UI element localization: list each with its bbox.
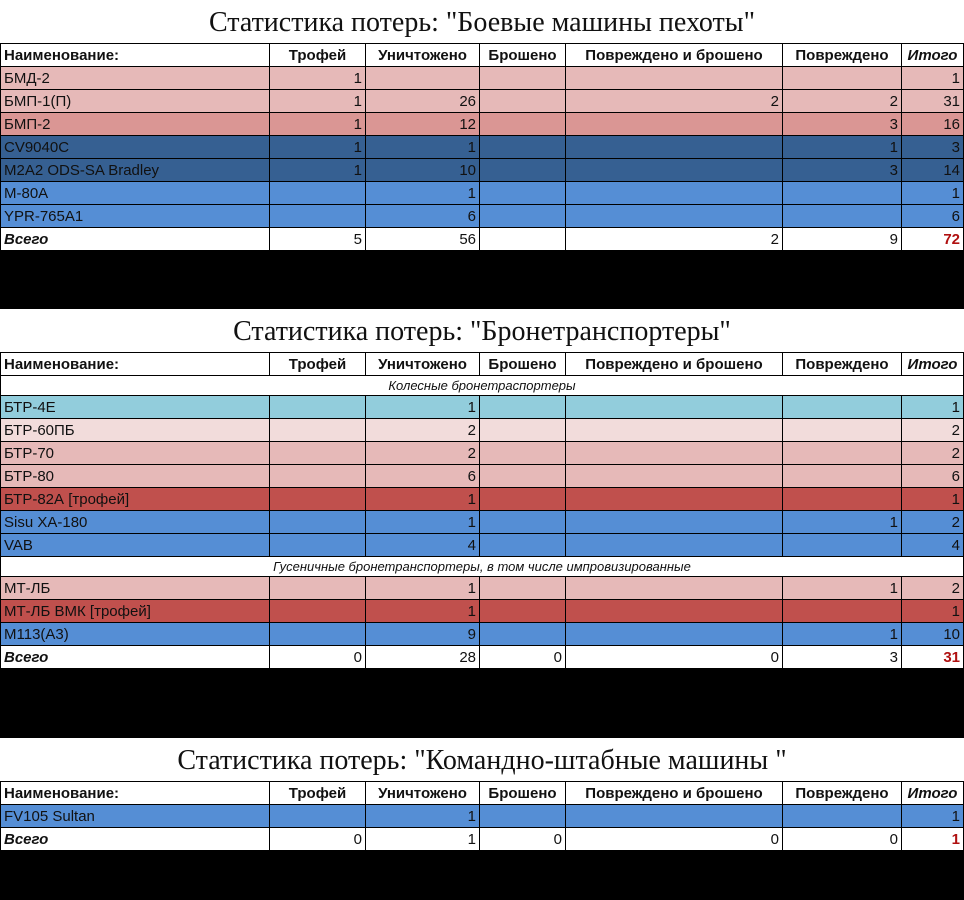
cell-damaged-abandoned bbox=[566, 113, 783, 136]
cell-total: 2 bbox=[902, 511, 964, 534]
cell-destroyed: 1 bbox=[366, 396, 480, 419]
column-header-abandoned: Брошено bbox=[480, 353, 566, 376]
cell-trophy bbox=[270, 396, 366, 419]
cell-damaged-abandoned: 0 bbox=[566, 828, 783, 851]
cell-abandoned bbox=[480, 511, 566, 534]
cell-name: БТР-60ПБ bbox=[1, 419, 270, 442]
cell-damaged-abandoned bbox=[566, 182, 783, 205]
cell-total: 72 bbox=[902, 228, 964, 251]
cell-total: 2 bbox=[902, 577, 964, 600]
column-header-trophy: Трофей bbox=[270, 353, 366, 376]
column-header-destroyed: Уничтожено bbox=[366, 44, 480, 67]
cell-damaged: 1 bbox=[783, 511, 902, 534]
cell-name: БТР-70 bbox=[1, 442, 270, 465]
cell-trophy bbox=[270, 488, 366, 511]
column-header-trophy: Трофей bbox=[270, 782, 366, 805]
cell-damaged bbox=[783, 488, 902, 511]
loss-table bbox=[0, 352, 964, 669]
cell-destroyed: 6 bbox=[366, 205, 480, 228]
column-header-destroyed: Уничтожено bbox=[366, 353, 480, 376]
column-header-name: Наименование: bbox=[1, 782, 270, 805]
cell-trophy: 0 bbox=[270, 828, 366, 851]
cell-damaged-abandoned bbox=[566, 534, 783, 557]
table-row bbox=[1, 136, 964, 159]
cell-damaged-abandoned bbox=[566, 805, 783, 828]
cell-total: 1 bbox=[902, 182, 964, 205]
cell-damaged-abandoned bbox=[566, 67, 783, 90]
cell-abandoned bbox=[480, 228, 566, 251]
table-row bbox=[1, 90, 964, 113]
cell-damaged-abandoned bbox=[566, 577, 783, 600]
cell-destroyed: 1 bbox=[366, 488, 480, 511]
cell-damaged-abandoned bbox=[566, 136, 783, 159]
cell-trophy: 1 bbox=[270, 67, 366, 90]
cell-total: 1 bbox=[902, 396, 964, 419]
cell-name: БМД-2 bbox=[1, 67, 270, 90]
cell-abandoned bbox=[480, 419, 566, 442]
cell-destroyed: 1 bbox=[366, 136, 480, 159]
cell-destroyed: 12 bbox=[366, 113, 480, 136]
table-block-bmp bbox=[0, 0, 964, 251]
cell-damaged-abandoned: 2 bbox=[566, 90, 783, 113]
cell-abandoned bbox=[480, 90, 566, 113]
cell-abandoned bbox=[480, 442, 566, 465]
table-row bbox=[1, 600, 964, 623]
column-header-trophy: Трофей bbox=[270, 44, 366, 67]
cell-total: 31 bbox=[902, 90, 964, 113]
cell-abandoned: 0 bbox=[480, 828, 566, 851]
cell-damaged-abandoned: 0 bbox=[566, 646, 783, 669]
cell-damaged: 1 bbox=[783, 577, 902, 600]
cell-damaged bbox=[783, 442, 902, 465]
cell-destroyed bbox=[366, 67, 480, 90]
cell-abandoned bbox=[480, 805, 566, 828]
cell-destroyed: 28 bbox=[366, 646, 480, 669]
cell-destroyed: 1 bbox=[366, 511, 480, 534]
cell-trophy bbox=[270, 577, 366, 600]
cell-abandoned bbox=[480, 623, 566, 646]
cell-damaged-abandoned bbox=[566, 205, 783, 228]
cell-destroyed: 2 bbox=[366, 442, 480, 465]
cell-abandoned bbox=[480, 67, 566, 90]
cell-total: 1 bbox=[902, 67, 964, 90]
loss-table bbox=[0, 781, 964, 851]
cell-abandoned bbox=[480, 113, 566, 136]
cell-abandoned: 0 bbox=[480, 646, 566, 669]
table-row bbox=[1, 419, 964, 442]
table-row bbox=[1, 511, 964, 534]
cell-damaged bbox=[783, 67, 902, 90]
cell-abandoned bbox=[480, 488, 566, 511]
cell-name: БМП-2 bbox=[1, 113, 270, 136]
cell-damaged: 1 bbox=[783, 623, 902, 646]
cell-destroyed: 26 bbox=[366, 90, 480, 113]
cell-name: Всего bbox=[1, 228, 270, 251]
cell-total: 1 bbox=[902, 600, 964, 623]
cell-damaged: 2 bbox=[783, 90, 902, 113]
cell-total: 4 bbox=[902, 534, 964, 557]
cell-abandoned bbox=[480, 600, 566, 623]
column-header-damaged-abandoned: Повреждено и брошено bbox=[566, 353, 783, 376]
table-block-ksm bbox=[0, 738, 964, 851]
cell-abandoned bbox=[480, 577, 566, 600]
cell-abandoned bbox=[480, 205, 566, 228]
cell-destroyed: 1 bbox=[366, 828, 480, 851]
cell-destroyed: 10 bbox=[366, 159, 480, 182]
cell-destroyed: 2 bbox=[366, 419, 480, 442]
cell-total: 10 bbox=[902, 623, 964, 646]
table-row bbox=[1, 623, 964, 646]
cell-destroyed: 56 bbox=[366, 228, 480, 251]
cell-damaged bbox=[783, 419, 902, 442]
cell-total: 1 bbox=[902, 805, 964, 828]
cell-damaged: 1 bbox=[783, 136, 902, 159]
header-row bbox=[1, 353, 964, 376]
header-row bbox=[1, 44, 964, 67]
cell-total: 2 bbox=[902, 442, 964, 465]
cell-damaged bbox=[783, 396, 902, 419]
cell-trophy bbox=[270, 600, 366, 623]
cell-abandoned bbox=[480, 465, 566, 488]
cell-total: 14 bbox=[902, 159, 964, 182]
cell-destroyed: 9 bbox=[366, 623, 480, 646]
cell-trophy: 1 bbox=[270, 90, 366, 113]
cell-destroyed: 4 bbox=[366, 534, 480, 557]
column-header-destroyed: Уничтожено bbox=[366, 782, 480, 805]
cell-trophy bbox=[270, 442, 366, 465]
cell-damaged: 3 bbox=[783, 113, 902, 136]
total-row bbox=[1, 646, 964, 669]
table-title: Статистика потерь: "Бронетранспортеры" bbox=[0, 309, 964, 352]
cell-damaged bbox=[783, 805, 902, 828]
table-row bbox=[1, 534, 964, 557]
column-header-damaged: Повреждено bbox=[783, 782, 902, 805]
column-header-name: Наименование: bbox=[1, 353, 270, 376]
cell-damaged-abandoned bbox=[566, 511, 783, 534]
cell-trophy bbox=[270, 511, 366, 534]
cell-name: M-80A bbox=[1, 182, 270, 205]
cell-trophy: 1 bbox=[270, 136, 366, 159]
cell-destroyed: 1 bbox=[366, 805, 480, 828]
column-header-total: Итого bbox=[902, 44, 964, 67]
cell-damaged-abandoned bbox=[566, 396, 783, 419]
table-row bbox=[1, 67, 964, 90]
table-block-btr bbox=[0, 309, 964, 669]
cell-damaged-abandoned: 2 bbox=[566, 228, 783, 251]
table-row bbox=[1, 442, 964, 465]
cell-name: VAB bbox=[1, 534, 270, 557]
table-row bbox=[1, 396, 964, 419]
cell-damaged bbox=[783, 182, 902, 205]
cell-name: M2A2 ODS-SA Bradley bbox=[1, 159, 270, 182]
cell-trophy: 1 bbox=[270, 159, 366, 182]
cell-total: 3 bbox=[902, 136, 964, 159]
column-header-total: Итого bbox=[902, 782, 964, 805]
cell-total: 1 bbox=[902, 828, 964, 851]
cell-trophy: 5 bbox=[270, 228, 366, 251]
table-row bbox=[1, 205, 964, 228]
cell-name: МТ-ЛБ ВМК [трофей] bbox=[1, 600, 270, 623]
cell-abandoned bbox=[480, 534, 566, 557]
cell-damaged: 3 bbox=[783, 159, 902, 182]
cell-name: МТ-ЛБ bbox=[1, 577, 270, 600]
cell-damaged bbox=[783, 600, 902, 623]
cell-damaged: 9 bbox=[783, 228, 902, 251]
cell-trophy bbox=[270, 465, 366, 488]
column-header-name: Наименование: bbox=[1, 44, 270, 67]
cell-name: Всего bbox=[1, 646, 270, 669]
table-row bbox=[1, 577, 964, 600]
cell-name: Всего bbox=[1, 828, 270, 851]
cell-trophy bbox=[270, 623, 366, 646]
cell-destroyed: 1 bbox=[366, 182, 480, 205]
cell-abandoned bbox=[480, 159, 566, 182]
table-row bbox=[1, 488, 964, 511]
loss-table bbox=[0, 43, 964, 251]
table-row bbox=[1, 113, 964, 136]
column-header-abandoned: Брошено bbox=[480, 44, 566, 67]
cell-trophy bbox=[270, 805, 366, 828]
cell-total: 1 bbox=[902, 488, 964, 511]
cell-name: БТР-82А [трофей] bbox=[1, 488, 270, 511]
subsection-row bbox=[1, 376, 964, 396]
cell-name: БТР-80 bbox=[1, 465, 270, 488]
total-row bbox=[1, 828, 964, 851]
cell-trophy bbox=[270, 205, 366, 228]
cell-destroyed: 1 bbox=[366, 600, 480, 623]
cell-damaged bbox=[783, 465, 902, 488]
column-header-damaged: Повреждено bbox=[783, 44, 902, 67]
table-row bbox=[1, 159, 964, 182]
cell-trophy: 0 bbox=[270, 646, 366, 669]
cell-damaged bbox=[783, 534, 902, 557]
cell-damaged-abandoned bbox=[566, 159, 783, 182]
cell-total: 16 bbox=[902, 113, 964, 136]
total-row bbox=[1, 228, 964, 251]
cell-total: 6 bbox=[902, 465, 964, 488]
cell-name: Sisu XA-180 bbox=[1, 511, 270, 534]
cell-damaged-abandoned bbox=[566, 419, 783, 442]
cell-destroyed: 6 bbox=[366, 465, 480, 488]
subsection-label: Колесные бронетраспортеры bbox=[1, 376, 964, 396]
cell-damaged bbox=[783, 205, 902, 228]
cell-damaged-abandoned bbox=[566, 600, 783, 623]
table-row bbox=[1, 465, 964, 488]
cell-trophy bbox=[270, 419, 366, 442]
table-row bbox=[1, 182, 964, 205]
cell-damaged: 3 bbox=[783, 646, 902, 669]
cell-damaged-abandoned bbox=[566, 488, 783, 511]
cell-abandoned bbox=[480, 136, 566, 159]
cell-total: 2 bbox=[902, 419, 964, 442]
cell-name: БТР-4Е bbox=[1, 396, 270, 419]
table-row bbox=[1, 805, 964, 828]
cell-damaged: 0 bbox=[783, 828, 902, 851]
cell-name: YPR-765A1 bbox=[1, 205, 270, 228]
cell-name: БМП-1(П) bbox=[1, 90, 270, 113]
table-title: Статистика потерь: "Командно-штабные машины " bbox=[0, 738, 964, 781]
cell-abandoned bbox=[480, 182, 566, 205]
cell-damaged-abandoned bbox=[566, 623, 783, 646]
table-title: Статистика потерь: "Боевые машины пехоты" bbox=[0, 0, 964, 43]
column-header-damaged-abandoned: Повреждено и брошено bbox=[566, 782, 783, 805]
cell-total: 6 bbox=[902, 205, 964, 228]
cell-name: FV105 Sultan bbox=[1, 805, 270, 828]
column-header-total: Итого bbox=[902, 353, 964, 376]
cell-damaged-abandoned bbox=[566, 442, 783, 465]
column-header-damaged: Повреждено bbox=[783, 353, 902, 376]
header-row bbox=[1, 782, 964, 805]
cell-trophy bbox=[270, 534, 366, 557]
cell-damaged-abandoned bbox=[566, 465, 783, 488]
cell-destroyed: 1 bbox=[366, 577, 480, 600]
cell-trophy bbox=[270, 182, 366, 205]
cell-name: M113(A3) bbox=[1, 623, 270, 646]
subsection-row bbox=[1, 557, 964, 577]
cell-trophy: 1 bbox=[270, 113, 366, 136]
cell-name: CV9040C bbox=[1, 136, 270, 159]
cell-abandoned bbox=[480, 396, 566, 419]
column-header-abandoned: Брошено bbox=[480, 782, 566, 805]
column-header-damaged-abandoned: Повреждено и брошено bbox=[566, 44, 783, 67]
cell-total: 31 bbox=[902, 646, 964, 669]
subsection-label: Гусеничные бронетранспортеры, в том числе импровизированные bbox=[1, 557, 964, 577]
